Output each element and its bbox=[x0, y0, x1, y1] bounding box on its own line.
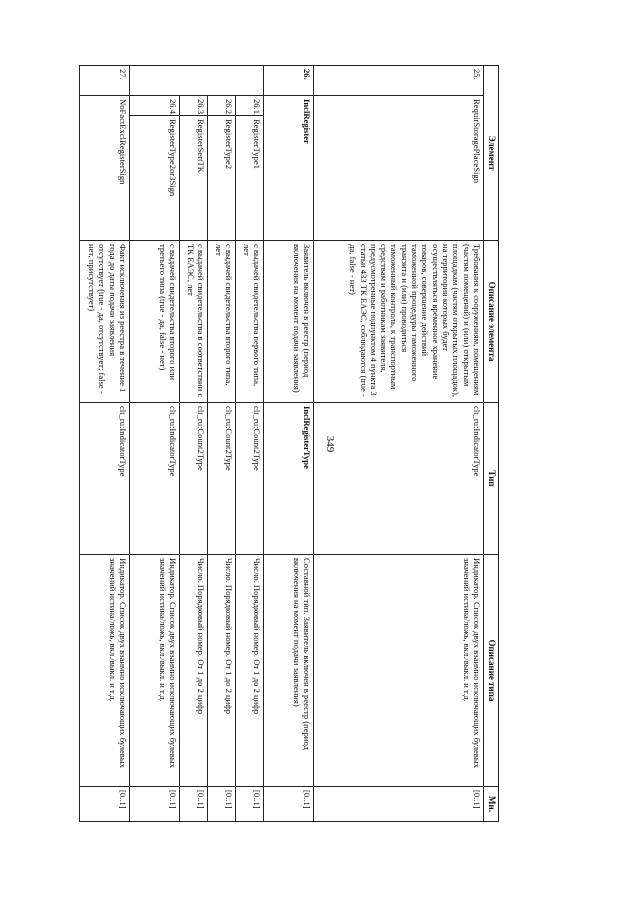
table-row bbox=[80, 66, 130, 822]
row-type: clt_ru:Count2Type bbox=[180, 403, 208, 555]
row-number: 27. bbox=[80, 66, 130, 96]
row-type-description: Индикатор. Список двух взаимно исключающих булевых значений истина/ложь, вкл./выкл. и т.д. bbox=[130, 555, 180, 787]
row-number: 26.2. bbox=[208, 96, 236, 116]
row-description: Факт исключения из реестра в течение 1 года до даты подачи заявления отсутствует (true - да, отсутствует; false - нет, присутствует) bbox=[80, 241, 130, 403]
table-row bbox=[314, 66, 484, 822]
row-description: с выдачей свидетельства первого типа, лет bbox=[236, 241, 264, 403]
row-description: Заявитель включен в реестр (период включения на момент подачи заявления) bbox=[264, 241, 314, 403]
indent-cell bbox=[236, 66, 264, 96]
indent-cell bbox=[180, 66, 208, 96]
row-multiplicity: [0..1] bbox=[180, 787, 208, 822]
header-type: Тип bbox=[484, 403, 499, 555]
row-multiplicity: [0..1] bbox=[80, 787, 130, 822]
indent-cell bbox=[130, 66, 180, 96]
table-row bbox=[130, 66, 180, 822]
table-row bbox=[208, 66, 236, 822]
row-description: Требования к сооружениям, помещениям (частям помещений) и (или) открытым площадкам (частям открытых площадок), на территории которых будет осуществляться временное хранение товаров, совершение действий таможенной процедуры таможенного транзита и (или) проводиться таможенный контроль, к транспортным средствам и работникам заявителя, предусмотренные подпунктом 4 пункта 3 статьи 433 ТК ЕАЭС, соблюдаются (true - да, false - нет) bbox=[314, 241, 484, 403]
row-number: 26.1. bbox=[236, 96, 264, 116]
row-type-description: Число. Порядковый номер. От 1 до 2 цифр bbox=[236, 555, 264, 787]
row-element: RegisterType2 bbox=[208, 116, 236, 241]
row-type: clt_ru:IndicatorType bbox=[314, 403, 484, 555]
row-number: 26. bbox=[264, 66, 314, 96]
row-multiplicity: [0..1] bbox=[236, 787, 264, 822]
header-description: Описание элемента bbox=[484, 241, 499, 403]
row-description: с выдачей свидетельства в соответствии с ТК ЕАЭС, лет bbox=[180, 241, 208, 403]
header-type-description: Описание типа bbox=[484, 555, 499, 787]
table-row bbox=[236, 66, 264, 822]
row-number: 26.4. bbox=[130, 96, 180, 116]
row-multiplicity: [0..1] bbox=[130, 787, 180, 822]
row-description: с выдачей свидетельства второго типа, лет bbox=[208, 241, 236, 403]
row-multiplicity: [0..1] bbox=[208, 787, 236, 822]
row-type-description: Индикатор. Список двух взаимно исключающих булевых значений истина/ложь, вкл./выкл. и т.д. bbox=[314, 555, 484, 787]
row-multiplicity: [0..1] bbox=[264, 787, 314, 822]
header-multiplicity: Мн. bbox=[484, 787, 499, 822]
table-row bbox=[264, 66, 314, 822]
indent-cell bbox=[208, 66, 236, 96]
row-element: RegisterSertTK bbox=[180, 116, 208, 241]
row-multiplicity: [0..1] bbox=[314, 787, 484, 822]
rotated-table-frame bbox=[87, 65, 499, 821]
row-type-description: Число. Порядковый номер. От 1 до 2 цифр bbox=[208, 555, 236, 787]
row-element: NoFactExclRegisterSign bbox=[80, 96, 130, 241]
row-type: clt_ru:IndicatorType bbox=[80, 403, 130, 555]
table-header bbox=[484, 66, 499, 822]
table-row bbox=[180, 66, 208, 822]
page-number: 349 bbox=[324, 435, 336, 453]
elements-table bbox=[79, 65, 499, 822]
row-element: InclRegister bbox=[264, 96, 314, 241]
row-element: RegisterType1 bbox=[236, 116, 264, 241]
row-type: clt_ru:Count2Type bbox=[208, 403, 236, 555]
row-type-description: Число. Порядковый номер. От 1 до 2 цифр bbox=[180, 555, 208, 787]
row-element: RegisterType2or3Sign bbox=[130, 116, 180, 241]
row-type: clt_ru:IndicatorType bbox=[130, 403, 180, 555]
row-type-description: Составной тип. Заявитель включен в реестр (период включения на момент подачи заявления) bbox=[264, 555, 314, 787]
row-type: clt_ru:Count2Type bbox=[236, 403, 264, 555]
row-element: RequirStoragePlaceSign bbox=[314, 96, 484, 241]
row-number: 25. bbox=[314, 66, 484, 96]
row-type-description: Индикатор. Список двух взаимно исключающих булевых значений истина/ложь, вкл./выкл. и т.д. bbox=[80, 555, 130, 787]
header-element: Элемент bbox=[484, 66, 499, 241]
row-description: с выдачей свидетельства второго или третьего типа (true - да, false - нет) bbox=[130, 241, 180, 403]
row-type: InclRegisterType bbox=[264, 403, 314, 555]
row-number: 26.3. bbox=[180, 96, 208, 116]
